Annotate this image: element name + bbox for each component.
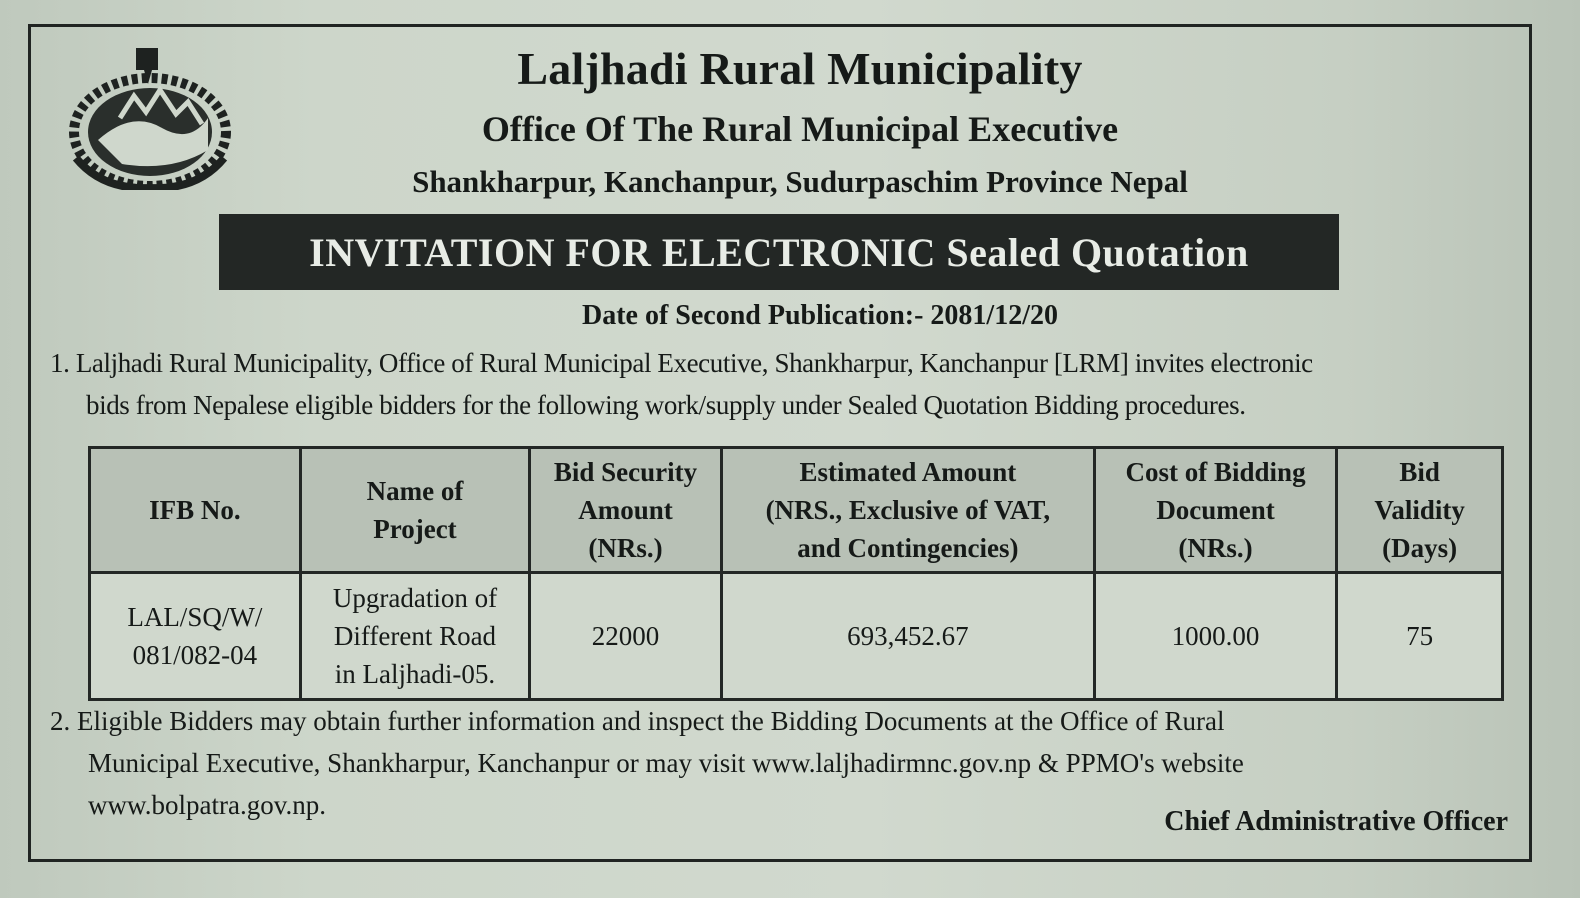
header-ifb-no: IFB No. (90, 448, 301, 573)
paragraph-1-number: 1. (50, 348, 70, 378)
header-estimated-amount: Estimated Amount (NRS., Exclusive of VAT, and Contingencies) (721, 448, 1094, 573)
cell-bid-security: 22000 (530, 573, 722, 700)
paragraph-1-line-1: Laljhadi Rural Municipality, Office of Rural Municipal Executive, Shankharpur, Kanchanpur [LRM] invites electronic (75, 348, 1313, 378)
paragraph-2-number: 2. (50, 706, 71, 736)
banner-title: INVITATION FOR ELECTRONIC Sealed Quotation (309, 229, 1249, 275)
header-bid-validity: Bid Validity (Days) (1337, 448, 1503, 573)
cell-estimated-amount: 693,452.67 (721, 573, 1094, 700)
header-project-name: Name of Project (300, 448, 530, 573)
paragraph-2-line-1: Eligible Bidders may obtain further information and inspect the Bidding Documents at the Office of Rural (77, 706, 1225, 736)
header-bid-security: Bid Security Amount (NRs.) (530, 448, 722, 573)
header-cost-of-document: Cost of Bidding Document (NRs.) (1094, 448, 1336, 573)
office-address: Shankharpur, Kanchanpur, Sudurpaschim Province Nepal (412, 164, 1188, 199)
paragraph-2-line-2: Municipal Executive, Shankharpur, Kanchanpur or may visit www.laljhadirmnc.gov.np & PPMO's website (88, 748, 1244, 778)
table-row (90, 573, 1503, 700)
cell-cost-of-document: 1000.00 (1094, 573, 1336, 700)
publication-date: Date of Second Publication:- 2081/12/20 (582, 300, 1058, 331)
notice-banner (219, 214, 1339, 290)
office-name: Office Of The Rural Municipal Executive (481, 109, 1119, 149)
signature-title: Chief Administrative Officer (1164, 806, 1508, 837)
cell-bid-validity: 75 (1337, 573, 1503, 700)
paragraph-1-line-2: bids from Nepalese eligible bidders for the following work/supply under Sealed Quotation Bidding procedures. (86, 390, 1246, 420)
paragraph-2-line-3: www.bolpatra.gov.np. (88, 790, 326, 820)
paragraph-1 (50, 342, 1530, 426)
municipality-name: Laljhadi Rural Municipality (517, 43, 1083, 94)
table-header-row (90, 448, 1503, 573)
cell-project-name: Upgradation of Different Road in Laljhadi-05. (300, 573, 530, 700)
cell-ifb-no: LAL/SQ/W/ 081/082-04 (90, 573, 301, 700)
tender-table (88, 446, 1504, 701)
